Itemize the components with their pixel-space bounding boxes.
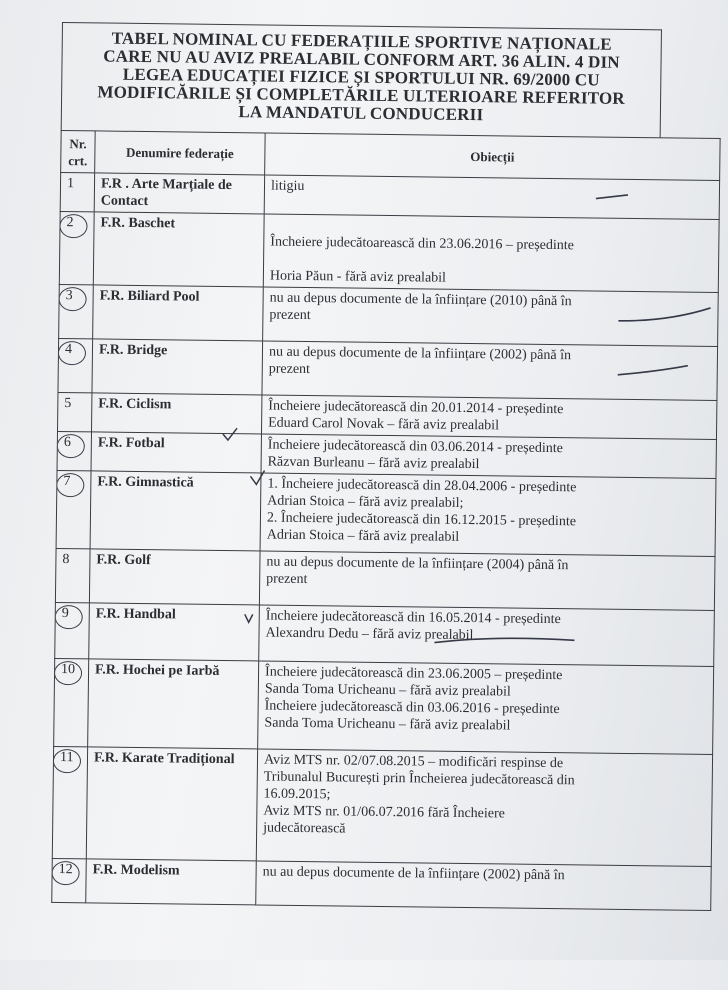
table-row <box>55 602 715 666</box>
federations-table <box>51 130 720 911</box>
objection-line: Încheiere judecătorească din 20.01.2014 - președinte <box>268 398 564 418</box>
row-number: 11 <box>59 750 74 766</box>
header-objections: Obiecții <box>265 133 720 181</box>
row-number: 7 <box>63 474 71 490</box>
objection-line: Adrian Stoica – fără aviz prealabil; <box>267 493 464 511</box>
objection-line: prezent <box>266 571 308 588</box>
table-row <box>52 746 712 866</box>
row-number: 6 <box>63 435 71 451</box>
objection-line: Alexandru Dedu – fără aviz prealabil <box>265 625 474 644</box>
objection-line: litigiu <box>270 178 305 194</box>
federation-name: F.R. Gimnastică <box>90 471 261 551</box>
row-number: 5 <box>64 396 72 412</box>
objection-line: nu au depus documente de la înființare (2002) până în <box>262 864 565 884</box>
pen-circle-mark <box>59 287 87 311</box>
federation-name: F.R. Biliard Pool <box>93 285 264 341</box>
row-number-cell <box>55 548 90 602</box>
header-nr: Nr. crt. <box>61 130 96 172</box>
document-title <box>61 22 662 137</box>
header-name: Denumire federație <box>95 131 266 175</box>
row-number-cell <box>54 658 89 746</box>
objection-line: 1. Încheiere judecătorească din 28.04.2006 - președinte <box>267 476 577 496</box>
table-row <box>56 470 716 556</box>
objection-line: nu au depus documente de la înființare (2010) până în <box>269 290 572 310</box>
federation-name: F.R. Bridge <box>92 339 263 395</box>
row-number-cell <box>55 602 90 658</box>
objection-line: Aviz MTS nr. 02/07.08.2015 – modificări respinse de <box>263 752 564 772</box>
objection-line: Încheiere judecătorească din 03.06.2016 - președinte <box>264 698 560 718</box>
federation-name: F.R. Fotbal <box>91 432 261 473</box>
objection-line: Tribunalul București prin Încheierea judecătorească din <box>263 769 575 789</box>
objections-cell <box>256 749 712 867</box>
table-body <box>52 172 720 910</box>
title-line: TABEL NOMINAL CU FEDERAȚIILE SPORTIVE NAȚIONALE <box>111 28 612 54</box>
federation-name: F.R. Ciclism <box>91 393 261 434</box>
row-number-cell <box>59 284 94 338</box>
table-row <box>58 338 718 400</box>
pen-circle-mark <box>53 749 81 773</box>
objection-line: 2. Încheiere judecătorească din 16.12.2015 - președinte <box>266 510 577 530</box>
row-number: 12 <box>58 862 73 878</box>
table-row <box>54 658 714 754</box>
objection-line: nu au depus documente de la înființare (2002) până în <box>268 344 572 364</box>
row-number-cell <box>57 431 91 470</box>
objections-cell <box>263 287 719 347</box>
objection-line: 16.09.2015; <box>263 786 331 803</box>
objection-line: prezent <box>268 361 311 378</box>
row-number: 1 <box>66 176 75 192</box>
pen-circle-mark <box>54 661 82 685</box>
row-number-cell <box>52 746 87 858</box>
row-number: 3 <box>65 288 73 304</box>
pen-circle-mark <box>56 473 84 497</box>
objection-line: nu au depus documente de la înființare (2004) până în <box>266 554 569 574</box>
objections-cell <box>261 395 716 440</box>
row-number-cell <box>56 470 91 548</box>
row-number-cell <box>58 338 93 392</box>
objection-line: Încheiere judecătorească din 16.05.2014 - președinte <box>265 608 561 628</box>
table-row <box>59 211 719 292</box>
objection-line: Încheiere judecătoarească din 23.06.2016 – președinte <box>270 234 574 254</box>
row-number-cell <box>57 392 91 431</box>
title-line: LA MANDATUL CONDUCERII <box>238 102 484 125</box>
row-number: 9 <box>61 606 69 622</box>
objections-cell <box>259 605 715 667</box>
pen-circle-mark <box>52 861 80 885</box>
row-number: 10 <box>60 662 76 678</box>
objections-cell <box>264 175 719 220</box>
federation-name: F.R. Modelism <box>86 859 257 905</box>
row-number: 2 <box>66 215 74 231</box>
objection-line: prezent <box>269 307 311 324</box>
pen-circle-mark <box>59 214 87 238</box>
federation-name: F.R. Karate Tradițional <box>86 747 257 861</box>
objections-cell <box>263 214 719 293</box>
objection-line: Aviz MTS nr. 01/06.07.2016 fără Încheiere <box>263 803 506 822</box>
title-line: LEGEA EDUCAȚIEI FIZICE ȘI SPORTULUI NR. 69/2000 CU <box>122 64 600 90</box>
objection-line: Sanda Toma Uricheanu – fără aviz prealabil <box>264 681 511 700</box>
objection-line: Încheiere judecătorească din 03.06.2014 - președinte <box>267 437 563 457</box>
federation-name: F.R. Handbal <box>89 603 260 661</box>
title-line: MODIFICĂRILE ȘI COMPLETĂRILE ULTERIOARE REFERITOR <box>97 82 625 108</box>
objections-cell <box>259 551 715 611</box>
objections-cell <box>258 661 714 755</box>
document-sheet <box>50 22 728 990</box>
objection-line: Adrian Stoica – fără aviz prealabil <box>266 527 460 545</box>
federation-name: F.R. Baschet <box>93 212 264 287</box>
table-row <box>52 858 711 910</box>
objection-line: Horia Păun - fără aviz prealabil <box>269 268 447 286</box>
table-row <box>55 548 715 610</box>
objection-line: judecătorească <box>263 820 346 837</box>
federation-name: F.R . Arte Marțiale de Contact <box>94 173 264 214</box>
pen-circle-mark <box>58 341 86 365</box>
objection-line: Încheiere judecătorească din 23.06.2005 – președinte <box>264 664 563 684</box>
objections-cell <box>261 434 716 479</box>
row-number-cell <box>60 172 94 211</box>
objections-cell <box>256 861 712 911</box>
title-line: CARE NU AU AVIZ PREALABIL CONFORM ART. 36 ALIN. 4 DIN <box>103 46 620 72</box>
federation-name: F.R. Golf <box>89 549 260 605</box>
row-number: 4 <box>64 342 73 358</box>
objection-line: Sanda Toma Uricheanu – fără aviz prealabil <box>264 715 511 734</box>
pen-circle-mark <box>57 434 85 458</box>
row-number-cell <box>52 858 87 902</box>
objection-line: Răzvan Burleanu – fără aviz prealabil <box>267 454 480 473</box>
federation-name: F.R. Hochei pe Iarbă <box>88 659 259 749</box>
pen-circle-mark <box>55 605 83 629</box>
row-number: 8 <box>62 552 70 568</box>
objection-line: Eduard Carol Novak – fără aviz prealabil <box>268 415 500 434</box>
objections-cell <box>262 341 718 401</box>
row-number-cell <box>59 211 94 284</box>
objections-cell <box>260 473 716 557</box>
table-row <box>59 284 719 346</box>
